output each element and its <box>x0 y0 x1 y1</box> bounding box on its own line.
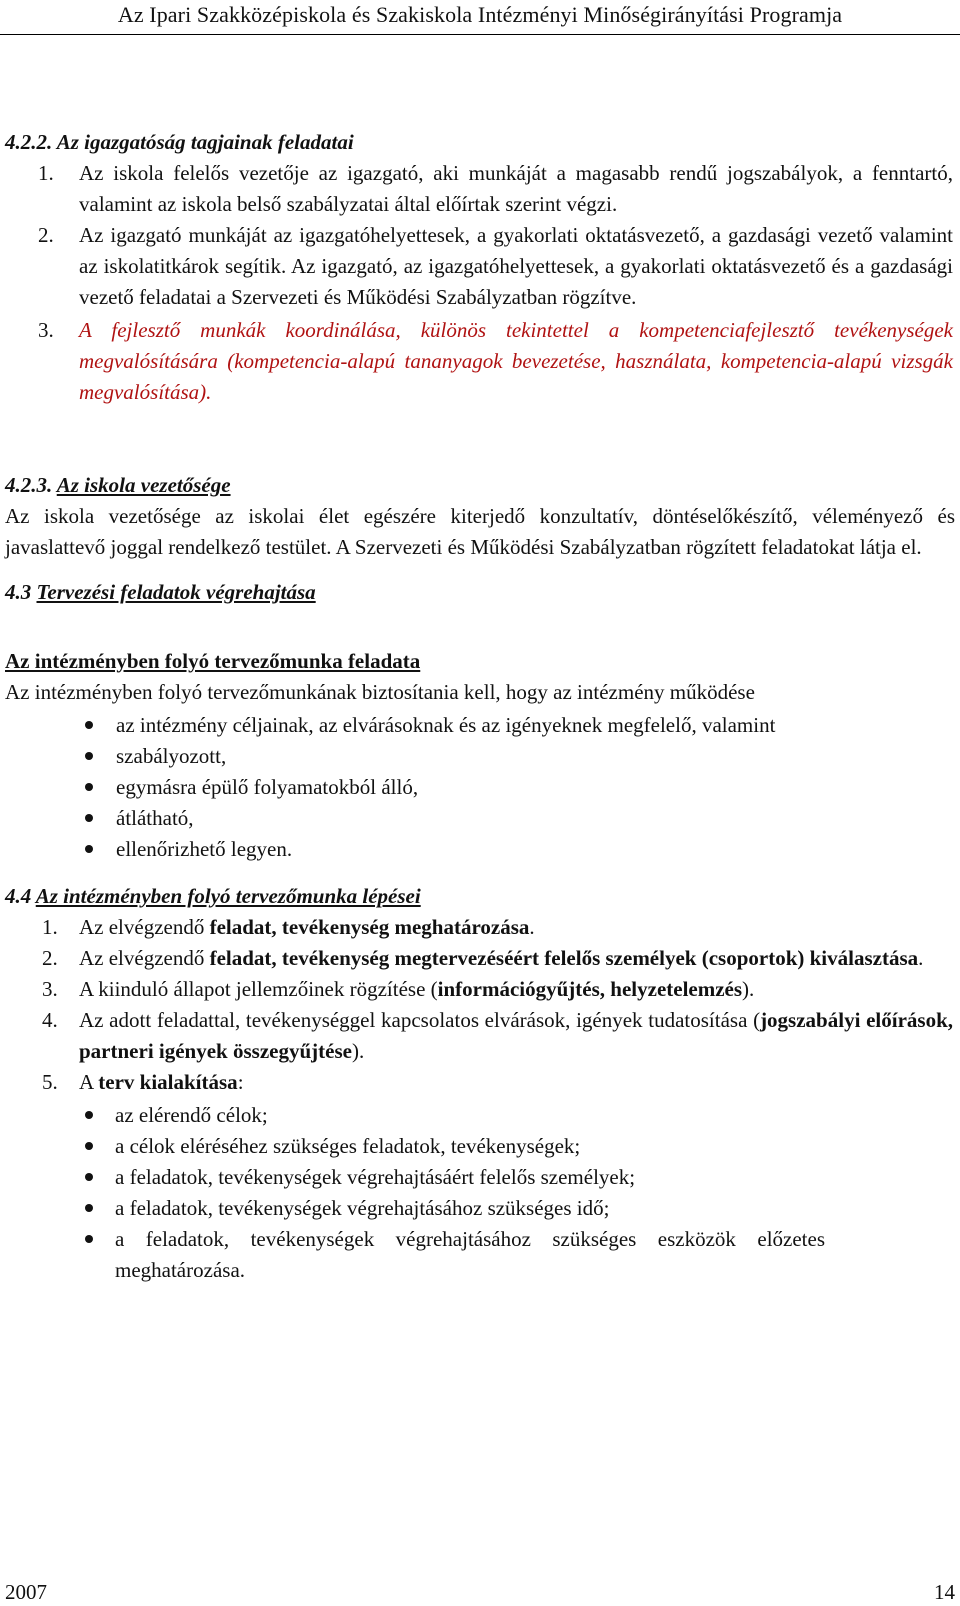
section-title: Az intézményben folyó tervezőmunka lépései <box>35 884 421 908</box>
page-number: 14 <box>934 1580 955 1604</box>
step-text: A kiinduló állapot jellemzőinek rögzítése (információgyűjtés, helyzetelemzés). <box>79 977 755 1001</box>
bullet-icon <box>5 1193 115 1224</box>
bullet-item <box>5 803 955 834</box>
list-number: 1. <box>38 161 54 185</box>
step-number: 5. <box>42 1070 58 1094</box>
step-number: 1. <box>42 915 58 939</box>
step-number: 3. <box>42 977 58 1001</box>
section-4-3-subheading: Az intézményben folyó tervezőmunka feladata <box>5 649 421 673</box>
section-4-2-3-heading <box>5 470 955 501</box>
bullet-item <box>5 1193 955 1224</box>
bullet-text: egymásra épülő folyamatokból álló, <box>116 775 419 799</box>
section-title: Tervezési feladatok végrehajtása <box>36 580 316 604</box>
bullet-text: a feladatok, tevékenységek végrehajtásához szükséges eszközök előzetes meghatározása. <box>115 1227 825 1282</box>
bullet-icon <box>5 710 116 741</box>
section-4-3-heading <box>5 577 955 608</box>
section-4-3-bullets <box>5 710 955 865</box>
bullet-icon <box>5 772 116 803</box>
step-item <box>5 912 955 943</box>
step-text: Az adott feladattal, tevékenységgel kapcsolatos elvárások, igények tudatosítása (jogszabályi előírások, partneri igények összegyűjtése). <box>79 1008 953 1063</box>
list-item <box>5 220 955 313</box>
bullet-item <box>5 1162 955 1193</box>
bullet-text: a célok eléréséhez szükséges feladatok, tevékenységek; <box>115 1134 581 1158</box>
bullet-text: átlátható, <box>116 806 194 830</box>
bullet-item <box>5 1131 955 1162</box>
list-number: 3. <box>38 318 54 342</box>
bullet-icon <box>5 834 116 865</box>
bullet-icon <box>5 1100 115 1131</box>
bullet-text: szabályozott, <box>116 744 227 768</box>
list-number: 2. <box>38 223 54 247</box>
page-header: Az Ipari Szakközépiskola és Szakiskola Intézményi Minőségirányítási Programja <box>0 0 960 35</box>
bullet-item <box>5 1100 955 1131</box>
bullet-text: ellenőrizhető legyen. <box>116 837 293 861</box>
step-text: Az elvégzendő feladat, tevékenység meghatározása. <box>79 915 535 939</box>
section-4-4-steps <box>5 912 955 1098</box>
section-4-3-intro: Az intézményben folyó tervezőmunkának biztosítania kell, hogy az intézmény működése <box>5 680 755 704</box>
list-text: Az iskola felelős vezetője az igazgató, aki munkáját a magasabb rendű jogszabályok, a fenntartó, valamint az iskola belső szabályzatai által előírtak szerint végzi. <box>79 161 953 216</box>
section-4-2-2-heading: 4.2.2. Az igazgatóság tagjainak feladatai <box>5 130 354 154</box>
list-text-highlighted: A fejlesztő munkák koordinálása, különös tekintettel a kompetenciafejlesztő tevékenységek megvalósítására (kompetencia-alapú tananyagok bevezetése, használata, kompetencia-alapú vizsgák megvalósítása). <box>79 318 953 404</box>
bullet-icon <box>5 803 116 834</box>
bullet-text: az intézmény céljainak, az elvárásoknak és az igényeknek megfelelő, valamint <box>116 713 776 737</box>
footer-year: 2007 <box>5 1580 47 1604</box>
plan-bullets <box>5 1100 955 1286</box>
bullet-item <box>5 1224 955 1286</box>
bullet-icon <box>5 741 116 772</box>
section-4-4-heading <box>5 881 955 912</box>
bullet-icon <box>5 1162 115 1193</box>
step-item <box>5 1067 955 1098</box>
bullet-item <box>5 741 955 772</box>
bullet-icon <box>5 1224 115 1286</box>
bullet-item <box>5 834 955 865</box>
step-text: Az elvégzendő feladat, tevékenység megtervezéséért felelős személyek (csoportok) kiválasztása. <box>79 946 924 970</box>
list-item <box>5 315 955 408</box>
step-item <box>5 943 955 974</box>
bullet-text: az elérendő célok; <box>115 1103 268 1127</box>
list-text: Az igazgató munkáját az igazgatóhelyettesek, a gyakorlati oktatásvezető, a gazdasági vezető valamint az iskolatitkárok segítik. Az igazgató, az igazgatóhelyettesek, a gyakorlati oktatásvezető és a gazdasági vezető feladatai a Szervezeti és Működési Szabályzatban rögzítve. <box>79 223 953 309</box>
step-text: A terv kialakítása: <box>79 1070 244 1094</box>
step-item <box>5 1005 955 1067</box>
step-item <box>5 974 955 1005</box>
list-item <box>5 158 955 220</box>
step-number: 2. <box>42 946 58 970</box>
section-number: 4.4 <box>5 884 32 908</box>
section-number: 4.3 <box>5 580 32 604</box>
section-number: 4.2.3. <box>5 473 53 497</box>
document-body <box>5 127 955 1286</box>
section-title: Az iskola vezetősége <box>56 473 231 497</box>
bullet-text: a feladatok, tevékenységek végrehajtásáért felelős személyek; <box>115 1165 636 1189</box>
section-4-2-2-list <box>5 158 955 408</box>
bullet-icon <box>5 1131 115 1162</box>
bullet-text: a feladatok, tevékenységek végrehajtásához szükséges idő; <box>115 1196 610 1220</box>
bullet-item <box>5 710 955 741</box>
step-number: 4. <box>42 1008 58 1032</box>
section-4-2-3-text: Az iskola vezetősége az iskolai élet egészére kiterjedő konzultatív, döntéselőkészítő, véleményező és javaslattevő joggal rendelkező testület. A Szervezeti és Működési Szabályzatban rögzített feladatokat látja el. <box>5 504 955 559</box>
bullet-item <box>5 772 955 803</box>
